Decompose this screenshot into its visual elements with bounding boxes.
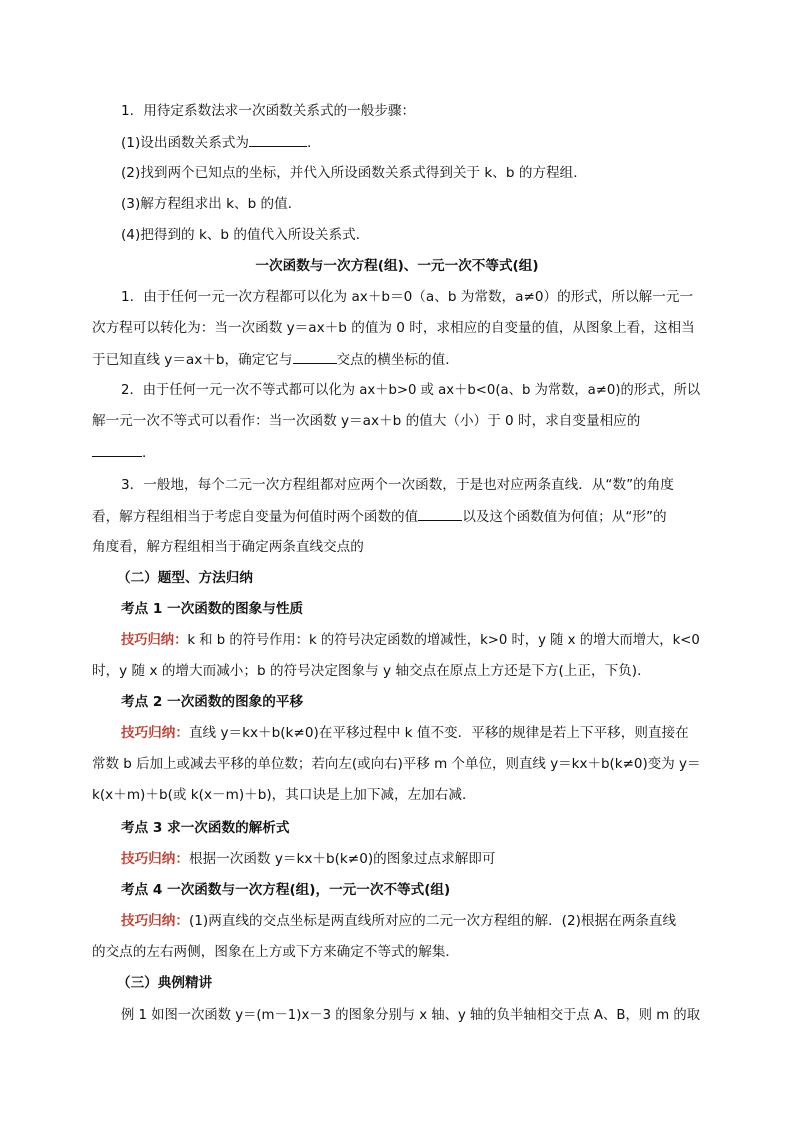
- step-1-end: ．: [307, 135, 321, 151]
- paragraph-line: 3．一般地，每个二元一次方程组都对应两个一次函数，于是也对应两条直线．从“数”的角度: [121, 477, 674, 493]
- paragraph-text: 交点的横坐标的值．: [336, 352, 459, 368]
- paragraph-line: [92, 349, 459, 369]
- example-line: 例 1 如图一次函数 y＝(m－1)x－3 的图象分别与 x 轴、y 轴的负半轴相交于点 A、B，则 m 的取: [121, 1007, 701, 1023]
- paragraph-line: 常数 b 后加上或减去平移的单位数；若向左(或向右)平移 m 个单位，则直线 y＝kx＋b(k≠0)变为 y＝: [92, 756, 701, 772]
- fill-blank: [92, 442, 142, 457]
- section-heading: （二）题型、方法归纳: [117, 570, 253, 586]
- paragraph-line: [92, 506, 667, 526]
- tip-text: 直线 y＝kx＋b(k≠0)在平移过程中 k 值不变．平移的规律是若上下平移，则直接在: [188, 725, 689, 741]
- topic-title: 考点 4 一次函数与一次方程(组)，一元一次不等式(组): [121, 882, 451, 898]
- paragraph-line: 次方程可以转化为：当一次函数 y＝ax＋b 的值为 0 时，求相应的自变量的值，从图象上看，这相当: [92, 320, 695, 336]
- tip-label: 技巧归纳：: [121, 913, 189, 929]
- tip-label: 技巧归纳：: [121, 632, 188, 648]
- tip-line: [121, 630, 700, 650]
- step-2: (2)找到两个已知点的坐标，并代入所设函数关系式得到关于 k、b 的方程组．: [121, 165, 587, 181]
- paragraph-text: 于已知直线 y＝ax＋b，确定它与: [92, 352, 293, 368]
- paragraph-line: k(x＋m)＋b(或 k(x－m)＋b)，其口诀是上加下减，左加右减．: [92, 787, 476, 803]
- paragraph-text: 看，解方程组相当于考虑自变量为何值时两个函数的值: [92, 509, 419, 525]
- step-3: (3)解方程组求出 k、b 的值．: [121, 196, 302, 212]
- fill-blank: [293, 349, 337, 364]
- steps-title: 1．用待定系数法求一次函数关系式的一般步骤：: [121, 103, 416, 119]
- tip-text: 根据一次函数 y＝kx＋b(k≠0)的图象过点求解即可: [188, 851, 496, 867]
- section-heading: （三）典例精讲: [117, 975, 213, 991]
- tip-label: 技巧归纳：: [121, 851, 189, 867]
- step-1-text: (1)设出函数关系式为: [121, 135, 250, 151]
- section-heading: 一次函数与一次方程(组)、一元一次不等式(组): [255, 258, 539, 274]
- paragraph-line: 解一元一次不等式可以看作：当一次函数 y＝ax＋b 的值大（小）于 0 时，求自变量相应的: [92, 413, 641, 429]
- tip-label: 技巧归纳：: [121, 725, 189, 741]
- paragraph-line: 1．由于任何一元一次方程都可以化为 ax＋b＝0（a、b 为常数，a≠0）的形式，所以解一元一: [121, 289, 694, 305]
- paragraph-line: 时，y 随 x 的增大而减小；b 的符号决定图象与 y 轴交点在原点上方还是下方(上正，下负)．: [92, 663, 651, 679]
- paragraph-line: 角度看，解方程组相当于确定两条直线交点的: [92, 539, 364, 555]
- topic-title: 考点 3 求一次函数的解析式: [121, 820, 290, 836]
- paragraph-line: 2．由于任何一元一次不等式都可以化为 ax＋b>0 或 ax＋b<0(a、b 为常数，a≠0)的形式，所以: [121, 382, 701, 398]
- paragraph-line: 的交点的左右两侧，图象在上方或下方来确定不等式的解集．: [92, 944, 460, 960]
- tip-line: [121, 849, 496, 869]
- step-1: [121, 132, 321, 152]
- paragraph-line: [92, 442, 156, 462]
- paragraph-text: ．: [142, 445, 156, 461]
- tip-text: (1)两直线的交点坐标是两直线所对应的二元一次方程组的解．(2)根据在两条直线: [188, 913, 677, 929]
- fill-blank: [418, 506, 462, 521]
- tip-line: [121, 723, 689, 743]
- fill-blank: [249, 132, 307, 147]
- paragraph-text: 以及这个函数值为何值；从“形”的: [462, 509, 667, 525]
- step-4: (4)把得到的 k、b 的值代入所设关系式．: [121, 227, 370, 243]
- topic-title: 考点 1 一次函数的图象与性质: [121, 601, 304, 617]
- tip-text: k 和 b 的符号作用：k 的符号决定函数的增减性，k>0 时，y 随 x 的增大而增大，k<0: [187, 632, 700, 648]
- topic-title: 考点 2 一次函数的图象的平移: [121, 694, 304, 710]
- tip-line: [121, 911, 676, 931]
